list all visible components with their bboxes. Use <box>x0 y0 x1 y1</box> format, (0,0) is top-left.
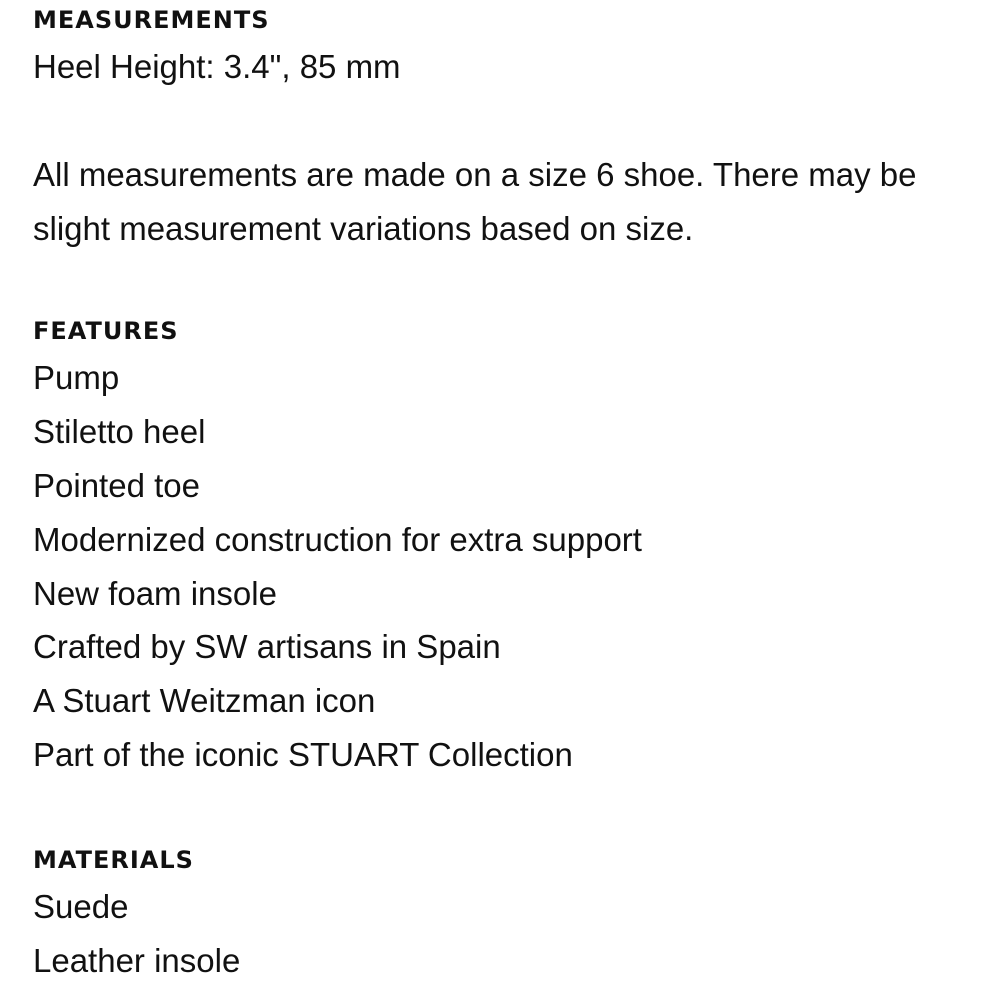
measurements-section <box>33 0 973 255</box>
measurements-note: All measurements are made on a size 6 shoe. There may be slight measurement variations based on size. <box>33 155 917 247</box>
feature-item: New foam insole <box>33 574 277 612</box>
feature-item: Part of the iconic STUART Collection <box>33 735 573 773</box>
features-list <box>33 351 973 781</box>
heel-height-text: Heel Height: 3.4", 85 mm <box>33 48 401 85</box>
feature-item: Pointed toe <box>33 466 200 504</box>
material-item: Leather insole <box>33 941 241 979</box>
spacer <box>33 94 973 148</box>
materials-list <box>33 880 973 988</box>
materials-heading: MATERIALS <box>33 845 194 874</box>
feature-item: A Stuart Weitzman icon <box>33 682 376 720</box>
materials-section <box>33 840 973 988</box>
product-details <box>33 0 973 987</box>
feature-item: Modernized construction for extra support <box>33 520 642 558</box>
material-item: Suede <box>33 887 129 925</box>
feature-item: Crafted by SW artisans in Spain <box>33 628 501 666</box>
measurements-heading: MEASUREMENTS <box>33 6 270 34</box>
feature-item: Stiletto heel <box>33 413 206 451</box>
spacer <box>33 782 973 835</box>
spacer <box>33 255 973 308</box>
feature-item: Pump <box>33 359 120 397</box>
features-heading: FEATURES <box>33 317 179 346</box>
features-section <box>33 311 973 781</box>
